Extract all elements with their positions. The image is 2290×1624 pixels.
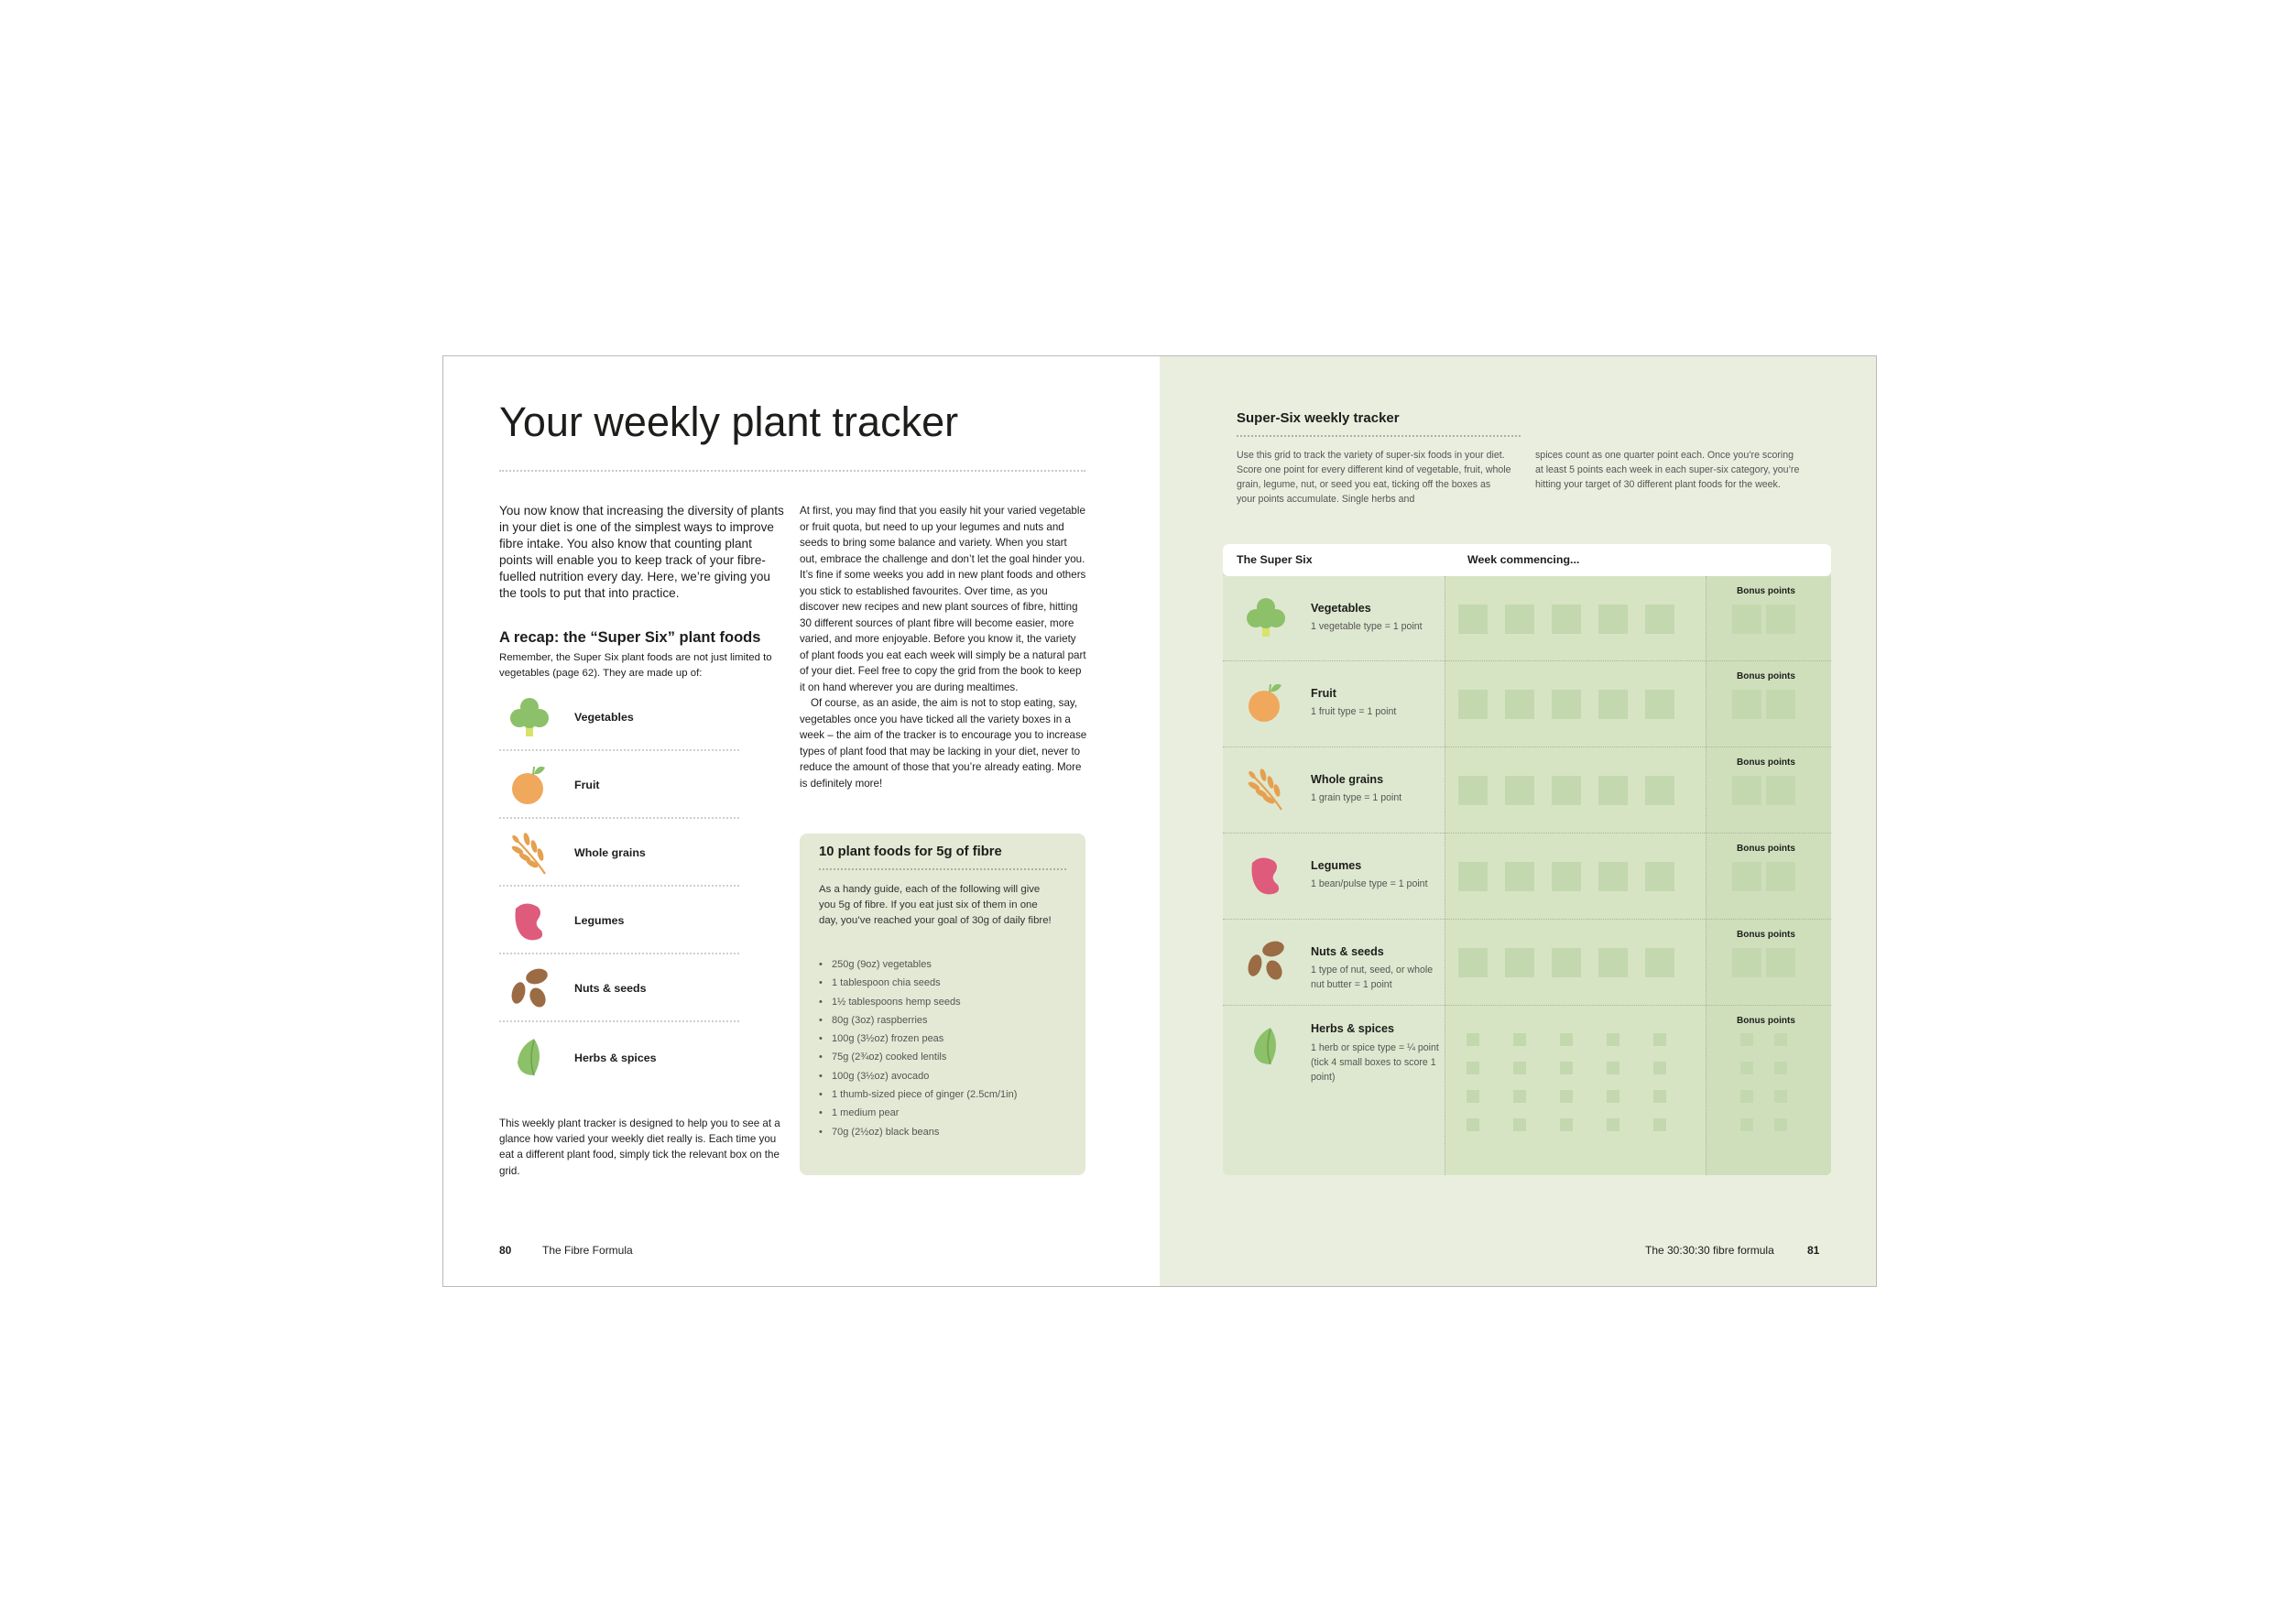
bonus-tick-box[interactable] [1732, 605, 1761, 634]
small-tick-box[interactable] [1653, 1118, 1666, 1131]
small-tick-box[interactable] [1513, 1118, 1526, 1131]
plant-label: Herbs & spices [574, 1052, 657, 1064]
nuts-icon [1243, 938, 1289, 984]
plant-item-fruit [499, 751, 739, 819]
tracker-row [1223, 920, 1831, 1006]
small-tick-box[interactable] [1513, 1062, 1526, 1074]
list-item: • 75g (2¾oz) cooked lentils [819, 1052, 1017, 1070]
tick-box[interactable] [1458, 605, 1488, 634]
plant-item-legumes [499, 887, 739, 954]
box-title: 10 plant foods for 5g of fibre [819, 845, 1002, 859]
tick-box[interactable] [1505, 690, 1534, 719]
tick-box[interactable] [1458, 690, 1488, 719]
tracker-title: Super-Six weekly tracker [1237, 410, 1400, 426]
row-name: Nuts & seeds [1311, 945, 1384, 958]
small-tick-box[interactable] [1467, 1118, 1479, 1131]
bonus-small-tick-box[interactable] [1740, 1090, 1753, 1103]
bonus-points-label: Bonus points [1737, 671, 1795, 681]
plant-item-vegetables [499, 683, 739, 751]
tick-box[interactable] [1552, 862, 1581, 891]
small-tick-box[interactable] [1513, 1090, 1526, 1103]
recap-heading: A recap: the “Super Six” plant foods [499, 629, 761, 646]
bean-icon [507, 898, 552, 943]
small-tick-box[interactable] [1607, 1062, 1619, 1074]
row-rule: 1 herb or spice type = ¼ point (tick 4 small boxes to score 1 point) [1311, 1042, 1439, 1083]
title-divider [1237, 435, 1521, 437]
bonus-tick-box[interactable] [1732, 776, 1761, 805]
body-paragraph: Of course, as an aside, the aim is not to stop eating, say, vegetables once you have ticked all the variety boxes in a week – the aim of the tracker is to encourage you to increase types of plant food that may be lacking in your diet, never to reduce the amount of those that you’re already eating. More is definitely more! [800, 697, 1087, 790]
tick-box[interactable] [1505, 776, 1534, 805]
row-name: Whole grains [1311, 773, 1384, 786]
bonus-tick-box[interactable] [1732, 948, 1761, 977]
orange-icon [1243, 680, 1289, 725]
row-rule: 1 bean/pulse type = 1 point [1311, 878, 1428, 889]
tracker-row [1223, 576, 1831, 661]
bonus-points-label: Bonus points [1737, 1016, 1795, 1026]
left-page [443, 356, 1160, 1286]
row-name: Fruit [1311, 687, 1336, 700]
right-page [1160, 356, 1876, 1286]
row-rule: 1 fruit type = 1 point [1311, 706, 1397, 717]
list-item: • 100g (3½oz) avocado [819, 1071, 1017, 1089]
small-tick-box[interactable] [1653, 1033, 1666, 1046]
tick-box[interactable] [1645, 776, 1674, 805]
running-title-right: The 30:30:30 fibre formula [1645, 1244, 1774, 1257]
page-number-right: 81 [1807, 1244, 1820, 1257]
tracker-row [1223, 834, 1831, 920]
tick-box[interactable] [1458, 776, 1488, 805]
plant-item-nuts-seeds [499, 954, 739, 1022]
fibre-foods-box [800, 834, 1085, 1175]
plant-item-herbs-spices [499, 1024, 739, 1092]
broccoli-icon [507, 694, 552, 740]
tracker-row [1223, 661, 1831, 747]
bonus-small-tick-box[interactable] [1740, 1062, 1753, 1074]
recap-text: Remember, the Super Six plant foods are not just limited to vegetables (page 62). They are made up of: [499, 652, 772, 679]
small-tick-box[interactable] [1560, 1118, 1573, 1131]
plant-label: Nuts & seeds [574, 982, 647, 995]
bonus-small-tick-box[interactable] [1774, 1062, 1787, 1074]
box-text: As a handy guide, each of the following will give you 5g of fibre. If you eat just six of them in one day, you’ve reached your goal of 30g of daily fibre! [819, 884, 1052, 927]
plant-item-whole-grains [499, 819, 739, 887]
divider [499, 1020, 739, 1022]
tick-box[interactable] [1645, 948, 1674, 977]
intro-paragraph: You now know that increasing the diversity of plants in your diet is one of the simplest ways to improve fibre intake. You also know that counting plant points will enable you to keep track of your fibre-fuelled nutrition every day. Here, we’re giving you the tools to put that into practice. [499, 504, 784, 600]
tick-box[interactable] [1598, 776, 1628, 805]
book-spread [442, 355, 1877, 1287]
plant-label: Legumes [574, 914, 625, 927]
bonus-points-label: Bonus points [1737, 930, 1795, 940]
title-divider [499, 470, 1085, 472]
bonus-tick-box[interactable] [1766, 862, 1795, 891]
tick-box[interactable] [1552, 690, 1581, 719]
body-paragraph: At first, you may find that you easily hit your varied vegetable or fruit quota, but need to up your legumes and nuts and seeds to bring some balance and variety. When you start out, embrace the challenge and don’t let the goal hinder you. It’s fine if some weeks you add in new plant foods and others you stick to established favourites. Over time, as you discover new recipes and new plant sources of fibre, hitting 30 different sources of plant fibre will become easier, more varied, and more enjoyable. Before you know it, the variety of plant foods you eat each week will simply be a natural part of your diet. Feel free to copy the grid from the book to keep it on hand wherever you are during mealtimes. [800, 505, 1086, 693]
body-column [800, 503, 1087, 791]
bean-icon [1243, 852, 1289, 898]
leaf-icon [507, 1035, 552, 1081]
tick-box[interactable] [1458, 862, 1488, 891]
bonus-small-tick-box[interactable] [1740, 1118, 1753, 1131]
row-name: Legumes [1311, 859, 1362, 872]
list-item: • 100g (3½oz) frozen peas [819, 1033, 1017, 1052]
bonus-tick-box[interactable] [1732, 862, 1761, 891]
tracker-header [1223, 544, 1831, 576]
tick-box[interactable] [1598, 948, 1628, 977]
list-item: • 1½ tablespoons hemp seeds [819, 997, 1017, 1015]
bonus-tick-box[interactable] [1766, 605, 1795, 634]
small-tick-box[interactable] [1467, 1033, 1479, 1046]
bonus-small-tick-box[interactable] [1774, 1090, 1787, 1103]
small-tick-box[interactable] [1653, 1062, 1666, 1074]
tick-box[interactable] [1458, 948, 1488, 977]
leaf-icon [1243, 1024, 1289, 1070]
list-item: • 80g (3oz) raspberries [819, 1015, 1017, 1033]
small-tick-box[interactable] [1653, 1090, 1666, 1103]
small-tick-box[interactable] [1560, 1033, 1573, 1046]
bonus-tick-box[interactable] [1766, 776, 1795, 805]
bonus-tick-box[interactable] [1732, 690, 1761, 719]
small-tick-box[interactable] [1560, 1090, 1573, 1103]
small-tick-box[interactable] [1607, 1090, 1619, 1103]
row-name: Herbs & spices [1311, 1022, 1394, 1035]
bonus-points-label: Bonus points [1737, 586, 1795, 596]
tick-box[interactable] [1505, 948, 1534, 977]
list-item: • 1 medium pear [819, 1107, 1017, 1126]
tick-box[interactable] [1505, 862, 1534, 891]
page-title: Your weekly plant tracker [499, 398, 959, 445]
tracker-intro-b: spices count as one quarter point each. Once you’re scoring at least 5 points each week in each super-six category, you’re hitting your target of 30 different plant foods for the week. [1535, 450, 1800, 490]
outro-paragraph: This weekly plant tracker is designed to help you to see at a glance how varied your weekly diet really is. Each time you eat a different plant food, simply tick the relevant box on the grid. [499, 1117, 780, 1177]
row-name: Vegetables [1311, 602, 1371, 615]
row-rule: 1 vegetable type = 1 point [1311, 621, 1423, 632]
bonus-small-tick-box[interactable] [1740, 1033, 1753, 1046]
bonus-small-tick-box[interactable] [1774, 1118, 1787, 1131]
list-item: • 1 tablespoon chia seeds [819, 977, 1017, 996]
tracker-intro-a: Use this grid to track the variety of super-six foods in your diet. Score one point for every different kind of vegetable, fruit, whole grain, legume, nut, or seed you eat, ticking off the boxes as your points accumulate. Single herbs and [1237, 450, 1511, 505]
bonus-points-label: Bonus points [1737, 758, 1795, 768]
list-item: • 70g (2½oz) black beans [819, 1127, 1017, 1145]
list-item: • 1 thumb-sized piece of ginger (2.5cm/1in) [819, 1089, 1017, 1107]
row-rule: 1 type of nut, seed, or whole nut butter = 1 point [1311, 965, 1434, 990]
tick-box[interactable] [1598, 862, 1628, 891]
super-six-tracker-grid [1223, 544, 1831, 1175]
wheat-icon [507, 830, 552, 876]
bonus-tick-box[interactable] [1766, 948, 1795, 977]
small-tick-box[interactable] [1560, 1062, 1573, 1074]
tick-box[interactable] [1552, 776, 1581, 805]
row-rule: 1 grain type = 1 point [1311, 792, 1402, 803]
fibre-foods-list [819, 959, 1017, 1145]
header-week-commencing[interactable]: Week commencing... [1467, 553, 1580, 566]
bonus-small-tick-box[interactable] [1774, 1033, 1787, 1046]
nuts-icon [507, 965, 552, 1011]
page-number-left: 80 [499, 1244, 512, 1257]
wheat-icon [1243, 766, 1289, 812]
tick-box[interactable] [1598, 690, 1628, 719]
tick-box[interactable] [1645, 605, 1674, 634]
tracker-row [1223, 747, 1831, 834]
tick-box[interactable] [1645, 690, 1674, 719]
plant-label: Fruit [574, 779, 600, 791]
small-tick-box[interactable] [1467, 1090, 1479, 1103]
bonus-points-label: Bonus points [1737, 844, 1795, 854]
box-divider [819, 868, 1066, 870]
bonus-tick-box[interactable] [1766, 690, 1795, 719]
tracker-row [1223, 1006, 1831, 1143]
header-super-six: The Super Six [1237, 553, 1313, 566]
tick-box[interactable] [1552, 605, 1581, 634]
small-tick-box[interactable] [1467, 1062, 1479, 1074]
list-item: • 250g (9oz) vegetables [819, 959, 1017, 977]
broccoli-icon [1243, 594, 1289, 640]
small-tick-box[interactable] [1607, 1033, 1619, 1046]
tick-box[interactable] [1598, 605, 1628, 634]
running-title-left: The Fibre Formula [542, 1244, 633, 1257]
orange-icon [507, 762, 552, 808]
tick-box[interactable] [1552, 948, 1581, 977]
tick-box[interactable] [1645, 862, 1674, 891]
small-tick-box[interactable] [1513, 1033, 1526, 1046]
plant-label: Whole grains [574, 846, 646, 859]
small-tick-box[interactable] [1607, 1118, 1619, 1131]
tick-box[interactable] [1505, 605, 1534, 634]
plant-label: Vegetables [574, 711, 634, 724]
